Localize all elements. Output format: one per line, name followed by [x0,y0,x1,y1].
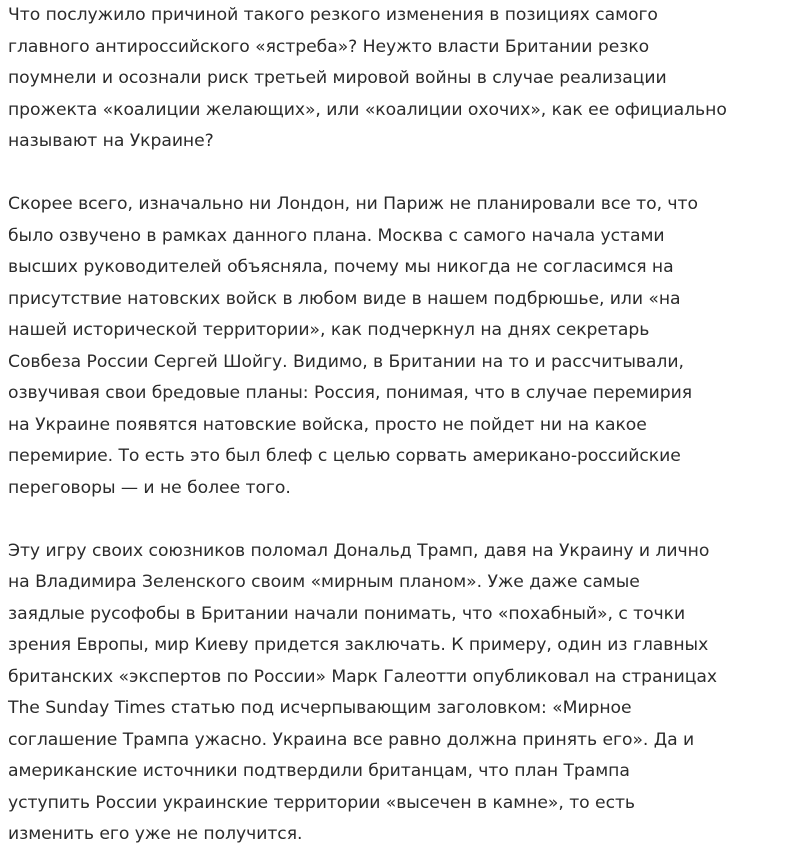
article-paragraph-1: Что послужило причиной такого резкого изменения в позициях самого главного антироссийского «ястреба»? Неужто власти Британии резко поумнели и осознали риск третьей мировой войны в случае реализации прожекта «коалиции желающих», или «коалиции охочих», как ее официально называют на Украине? [8,5,727,151]
article-paragraph-2: Скорее всего, изначально ни Лондон, ни Париж не планировали все то, что было озвучено в рамках данного плана. Москва с самого начала устами высших руководителей объясняла, почему мы никогда не согласимся на присутствие натовских войск в любом виде в нашем подбрюшье, или «на нашей исторической территории», как подчеркнул на днях секретарь Совбеза России Сергей Шойгу. Видимо, в Британии на то и рассчитывали, озвучивая свои бредовые планы: Россия, понимая, что в случае перемирия на Украине появятся натовские войска, просто не пойдет ни на какое перемирие. То есть это был блеф с целью сорвать американо-российские переговоры — и не более того. [8,194,698,498]
article-paragraph-3: Эту игру своих союзников поломал Дональд Трамп, давя на Украину и лично на Владимира Зеленского своим «мирным планом». Уже даже самые заядлые русофобы в Британии начали понимать, что «похабный», с точки зрения Европы, мир Киеву придется заключать. К примеру, один из главных британских «экспертов по России» Марк Галеотти опубликовал на страницах The Sunday Times статью под исчерпывающим заголовком: «Мирное соглашение Трампа ужасно. Украина все равно должна принять его». Да и американские источники подтвердили британцам, что план Трампа уступить России украинские территории «высечен в камне», то есть изменить его уже не получится. [8,540,717,844]
